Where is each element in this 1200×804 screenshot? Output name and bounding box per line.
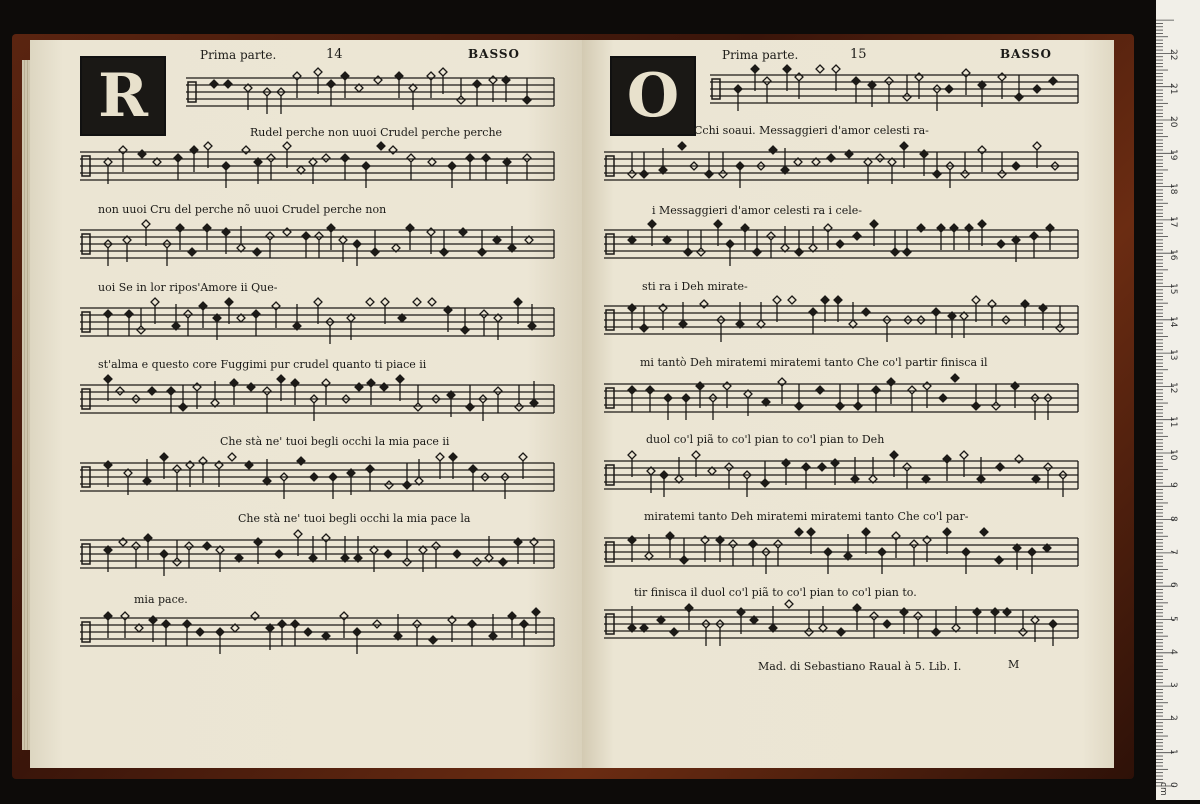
lyric-line: tir finisca il duol co'l piã to co'l pian to co'l pian to. [634, 586, 917, 599]
right-page [582, 40, 1114, 768]
ruler-ticks [1156, 0, 1200, 800]
lyric-line: st'alma e questo core Fuggimi pur crudel quanto ti piace ii [98, 358, 427, 371]
staff [604, 451, 1078, 497]
lyric-line: i Messaggieri d'amor celesti ra i cele- [652, 204, 862, 217]
right-part-name: BASSO [1000, 47, 1052, 61]
staff [80, 142, 554, 188]
staff [80, 220, 554, 266]
measuring-ruler [1156, 0, 1200, 800]
left-music-staves [30, 40, 582, 768]
ruler-label: 19 [1168, 149, 1178, 161]
lyric-line: duol co'l piã to co'l pian to co'l pian to Deh [646, 433, 885, 446]
staff [604, 528, 1078, 574]
ruler-label: 4 [1168, 648, 1178, 655]
lyric-line: Cchi soaui. Messaggieri d'amor celesti ra- [694, 124, 929, 137]
staff [186, 68, 554, 114]
ruler-label: 5 [1168, 615, 1178, 622]
ruler-label: 14 [1168, 315, 1178, 328]
ruler-label: 20 [1168, 116, 1178, 128]
ruler-label: 0 cm [1158, 782, 1178, 796]
ruler-label: 6 [1168, 582, 1178, 588]
left-page-number: 14 [326, 47, 343, 62]
imprint-line: Mad. di Sebastiano Raual à 5. Lib. I. [758, 660, 962, 673]
lyric-line: miratemi tanto Deh miratemi miratemi tanto Che co'l par- [644, 510, 969, 523]
lyric-line: sti ra i Deh mirate- [642, 280, 748, 293]
lyric-line: mia pace. [134, 593, 188, 606]
ruler-label: 1 [1168, 748, 1178, 755]
ruler-label: 17 [1168, 215, 1178, 228]
initial-letter: O [626, 61, 680, 131]
ruler-label: 12 [1168, 382, 1178, 394]
ruler-label: 7 [1168, 548, 1178, 555]
lyric-line: Che stà ne' tuoi begli occhi la mia pace la [238, 512, 471, 525]
staff [604, 374, 1078, 420]
ruler-label: 2 [1168, 715, 1178, 722]
staff [80, 530, 554, 576]
ruler-label: 11 [1168, 415, 1178, 428]
lyric-line: Che stà ne' tuoi begli occhi la mia pace ii [220, 435, 450, 448]
right-page-header: Prima parte. [722, 48, 799, 62]
right-music-staves [582, 40, 1114, 768]
right-page-number: 15 [850, 47, 867, 62]
signature-mark: M [1008, 658, 1020, 671]
lyric-line: mi tantò Deh miratemi miratemi tanto Che co'l partir finisca il [640, 356, 988, 369]
ruler-label: 9 [1168, 482, 1178, 489]
lyric-line: Rudel perche non uuoi Crudel perche perche [250, 126, 503, 139]
lyric-line: uoi Se in lor ripos'Amore ii Que- [98, 281, 278, 294]
initial-letter: R [98, 61, 148, 131]
ruler-label: 10 [1168, 449, 1178, 461]
staff [80, 375, 554, 421]
staff [604, 142, 1078, 188]
ruler-label: 13 [1168, 349, 1178, 361]
staff [604, 220, 1078, 266]
ruler-label: 18 [1168, 182, 1178, 195]
staff [710, 65, 1078, 111]
ruler-label: 16 [1168, 249, 1178, 261]
ruler-label: 15 [1168, 282, 1178, 294]
left-page [30, 40, 582, 768]
staff [80, 298, 554, 344]
lyric-line: non uuoi Cru del perche nõ uuoi Crudel perche non [98, 203, 387, 216]
ruler-label: 3 [1168, 682, 1178, 688]
staff [604, 600, 1078, 646]
staff [80, 608, 554, 654]
ruler-label: 8 [1168, 515, 1178, 522]
staff [604, 296, 1078, 342]
staff [80, 453, 554, 499]
left-page-header: Prima parte. [200, 48, 277, 62]
left-part-name: BASSO [468, 47, 520, 61]
ruler-label: 21 [1168, 82, 1178, 95]
ruler-label: 22 [1168, 49, 1178, 61]
